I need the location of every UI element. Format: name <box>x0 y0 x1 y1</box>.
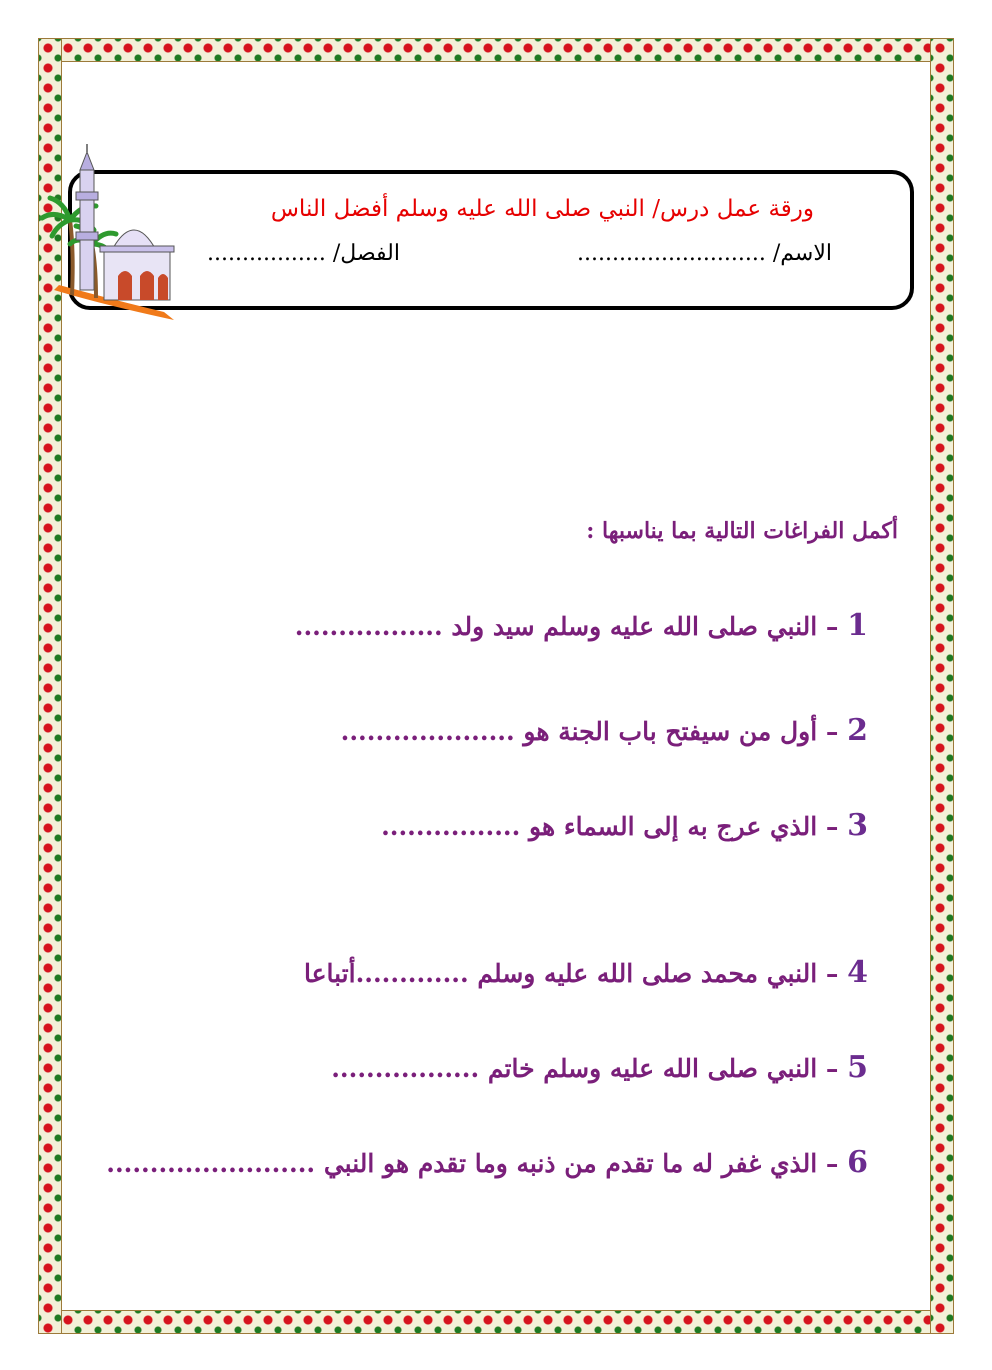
worksheet-title: ورقة عمل درس/ النبي صلى الله عليه وسلم أفضل الناس <box>270 196 814 222</box>
floral-border-right <box>930 38 954 1334</box>
question-number: 2 <box>847 713 868 748</box>
question-2[interactable] <box>341 713 868 748</box>
question-text: – النبي صلى الله عليه وسلم خاتم ................. <box>331 1054 839 1083</box>
question-number: 4 <box>847 955 868 990</box>
question-3[interactable] <box>381 808 868 843</box>
question-5[interactable] <box>331 1050 868 1085</box>
student-name-field[interactable]: الاسم/ ........................... <box>577 241 832 266</box>
question-number: 6 <box>847 1145 868 1180</box>
question-number: 3 <box>847 808 868 843</box>
floral-border-bottom <box>38 1310 954 1334</box>
question-6[interactable] <box>106 1145 868 1180</box>
question-text: – الذي غفر له ما تقدم من ذنبه وما تقدم هو النبي ........................ <box>106 1149 839 1178</box>
question-4[interactable] <box>304 955 868 990</box>
question-text: – أول من سيفتح باب الجنة هو .................... <box>340 717 839 746</box>
question-number: 1 <box>847 608 868 643</box>
header-box <box>68 170 914 310</box>
question-1[interactable] <box>295 608 868 643</box>
floral-border-top <box>38 38 954 62</box>
question-text: – الذي عرج به إلى السماء هو ................ <box>381 812 839 841</box>
question-text: – النبي صلى الله عليه وسلم سيد ولد ................. <box>294 612 839 641</box>
instruction-text: أكمل الفراغات التالية بما يناسبها : <box>586 518 898 544</box>
question-number: 5 <box>847 1050 868 1085</box>
class-field[interactable]: الفصل/ ................. <box>207 241 400 266</box>
mosque-icon <box>34 140 179 325</box>
question-text: – النبي محمد صلى الله عليه وسلم .............أتباعا <box>303 959 839 988</box>
